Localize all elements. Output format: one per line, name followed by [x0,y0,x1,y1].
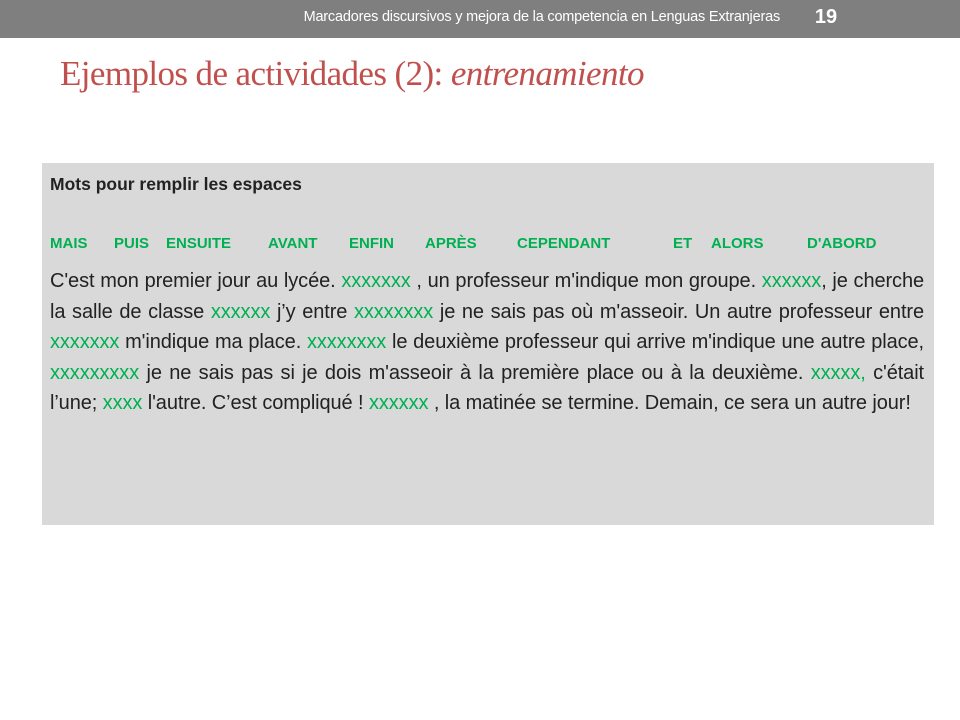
blank-placeholder: xxxxxx [761,270,822,292]
exercise-heading: Mots pour remplir les espaces [50,174,302,194]
passage-text: c'était l’une; [50,361,924,415]
slide-number: 19 [814,6,838,28]
header-bar [0,0,960,38]
blank-placeholder: xxxxxxxxx [50,361,140,384]
passage-text: m'indique ma place. [119,331,307,354]
passage-text: j’y entre [270,300,354,323]
exercise-box [42,163,934,525]
word-bank-item: ALORS [711,235,764,252]
word-bank-item: ENFIN [349,235,394,252]
exercise-passage [50,266,924,419]
slide-title [60,54,644,94]
blank-placeholder: xxxxx, [810,361,866,384]
passage-text: , la matinée se termine. Demain, ce sera un autre jour! [428,392,911,415]
word-bank-item: AVANT [268,235,318,252]
passage-text: , je cherche la salle de classe [50,270,924,323]
blank-placeholder: xxxxxxx [341,270,411,292]
blank-placeholder: xxxxxx [210,300,271,323]
passage-text: je ne sais pas où m'asseoir. Un autre professeur entre [433,300,924,323]
blank-placeholder: xxxx [102,392,143,415]
passage-text: je ne sais pas si je dois m'asseoir à la première place ou à la deuxième. [139,361,811,384]
word-bank-item: D'ABORD [807,235,877,252]
slide-title-italic: entrenamiento [450,54,644,93]
blank-placeholder: xxxxxxx [50,331,120,354]
passage-text: C'est mon premier jour au lycée. [50,270,342,292]
word-bank-item: APRÈS [425,235,477,252]
word-bank-item: MAIS [50,235,88,252]
blank-placeholder: xxxxxx [368,392,429,415]
blank-placeholder: xxxxxxxx [353,300,434,323]
slide-title-main: Ejemplos de actividades (2): [60,54,451,93]
passage-text: l'autre. C’est compliqué ! [142,392,369,415]
word-bank-item: ET [673,235,693,252]
header-text: Marcadores discursivos y mejora de la competencia en Lenguas Extranjeras [303,9,780,25]
passage-text: , un professeur m'indique mon groupe. [410,270,762,292]
blank-placeholder: xxxxxxxx [306,331,387,354]
word-bank-item: CEPENDANT [517,235,611,252]
word-bank [50,235,926,252]
word-bank-item: ENSUITE [166,235,232,252]
passage-text: le deuxième professeur qui arrive m'indique une autre place, [386,331,924,354]
word-bank-item: PUIS [114,235,150,252]
